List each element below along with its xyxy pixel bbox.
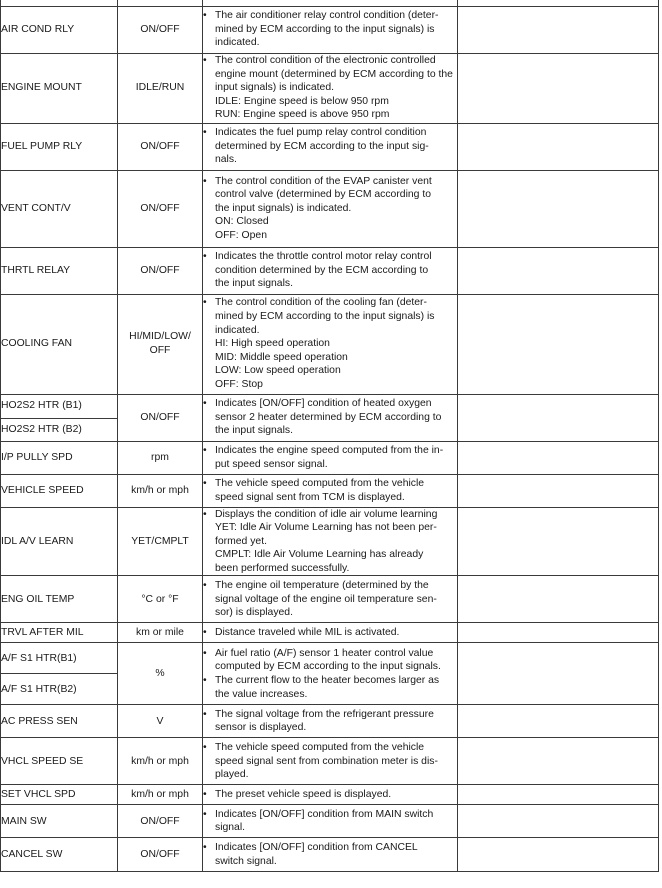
item-description (203, 623, 458, 643)
blank-cell (458, 507, 659, 576)
description-line: the input signals. (215, 425, 293, 437)
item-condition: % (118, 643, 203, 705)
description-line: indicated. (215, 324, 260, 336)
description-detail-line: MID: Middle speed operation (215, 351, 348, 363)
item-name: CANCEL SW (1, 838, 118, 872)
blank-cell (458, 294, 659, 394)
table-row (1, 247, 659, 294)
blank-cell (458, 738, 659, 785)
description-bullet (203, 808, 457, 835)
table-row (1, 53, 659, 123)
description-line: • Air fuel ratio (A/F) sensor 1 heater control value (215, 647, 434, 659)
item-condition: IDLE/RUN (118, 53, 203, 123)
condition-line: HI/MID/LOW/ (129, 331, 191, 343)
description-line: the input signals) is indicated. (215, 202, 352, 214)
item-condition: ON/OFF (118, 394, 203, 441)
table-row (1, 705, 659, 738)
table-row (1, 785, 659, 805)
description-line: sensor 2 heater determined by ECM according to (215, 411, 442, 423)
description-line: computed by ECM according to the input signals. (215, 661, 441, 673)
description-line: • The control condition of the cooling fan (deter- (215, 297, 427, 309)
item-condition: km or mile (118, 623, 203, 643)
description-line: • Displays the condition of idle air volume learning (215, 508, 438, 520)
item-description (203, 838, 458, 872)
item-condition (118, 294, 203, 394)
description-detail-line: ON: Closed (215, 216, 269, 228)
description-line: nals. (215, 154, 237, 166)
description-bullet (203, 175, 457, 216)
item-name: IDL A/V LEARN (1, 507, 118, 576)
item-condition: rpm (118, 441, 203, 474)
item-name: VENT CONT/V (1, 170, 118, 247)
item-name: THRTL RELAY (1, 247, 118, 294)
table-row (1, 507, 659, 576)
blank-cell (458, 170, 659, 247)
description-line: • The control condition of the EVAP canister vent (215, 175, 432, 187)
item-condition: km/h or mph (118, 474, 203, 507)
description-line: • The air conditioner relay control condition (deter- (215, 10, 439, 22)
blank-cell (458, 474, 659, 507)
description-line: • Indicates [ON/OFF] condition from MAIN switch (215, 808, 434, 820)
item-condition: ON/OFF (118, 247, 203, 294)
description-line: sensor is displayed. (215, 722, 307, 734)
description-line: • The signal voltage from the refrigerant pressure (215, 708, 434, 720)
condition-line: OFF (149, 345, 171, 356)
description-bullet (203, 647, 457, 674)
item-description (203, 805, 458, 838)
description-bullet (203, 9, 457, 50)
blank-cell (458, 53, 659, 123)
item-name: AC PRESS SEN (1, 705, 118, 738)
table-body (1, 0, 659, 872)
item-name: VEHICLE SPEED (1, 474, 118, 507)
blank-cell (458, 805, 659, 838)
description-detail-line: CMPLT: Idle Air Volume Learning has already (215, 549, 424, 561)
description-detail-line: LOW: Low speed operation (215, 365, 341, 377)
description-line: • The vehicle speed computed from the vehicle (215, 742, 425, 754)
item-description (203, 394, 458, 441)
item-condition: ON/OFF (118, 838, 203, 872)
item-name: HO2S2 HTR (B2) (1, 418, 118, 441)
item-name: A/F S1 HTR(B2) (1, 674, 118, 705)
item-name: TRVL AFTER MIL (1, 623, 118, 643)
description-line: mined by ECM according to the input signals) is (215, 23, 435, 35)
table-row (1, 643, 659, 674)
blank-cell (458, 394, 659, 441)
description-line: determined by ECM according to the input sig- (215, 140, 429, 152)
item-name: I/P PULLY SPD (1, 441, 118, 474)
description-line: speed signal sent from TCM is displayed. (215, 491, 405, 503)
blank-cell (458, 785, 659, 805)
item-name: ENGINE MOUNT (1, 53, 118, 123)
item-description (203, 123, 458, 170)
item-description (203, 6, 458, 53)
description-line: • The engine oil temperature (determined by the (215, 580, 429, 592)
table-row (1, 474, 659, 507)
blank-cell (458, 623, 659, 643)
table-row (1, 294, 659, 394)
blank-cell (458, 705, 659, 738)
item-name: VHCL SPEED SE (1, 738, 118, 785)
item-name: A/F S1 HTR(B1) (1, 643, 118, 674)
description-line: engine mount (determined by ECM according to the (215, 68, 453, 80)
description-bullet (203, 579, 457, 620)
item-name: MAIN SW (1, 805, 118, 838)
item-description (203, 576, 458, 623)
description-bullet (203, 708, 457, 735)
description-line: control valve (determined by ECM according to (215, 189, 431, 201)
description-bullet (203, 508, 457, 522)
table-row (1, 623, 659, 643)
item-description (203, 705, 458, 738)
table-row (1, 441, 659, 474)
blank-cell (458, 576, 659, 623)
item-description (203, 507, 458, 576)
description-line: the input signals. (215, 278, 293, 290)
description-bullet (203, 444, 457, 471)
blank-cell (458, 6, 659, 53)
item-description (203, 643, 458, 705)
item-name: COOLING FAN (1, 294, 118, 394)
description-line: the value increases. (215, 688, 308, 700)
description-detail-line: HI: High speed operation (215, 338, 330, 350)
description-bullet (203, 626, 457, 640)
description-detail-line: IDLE: Engine speed is below 950 rpm (215, 95, 389, 107)
item-condition: ON/OFF (118, 6, 203, 53)
description-bullet (203, 397, 457, 438)
item-condition: YET/CMPLT (118, 507, 203, 576)
description-line: • The vehicle speed computed from the vehicle (215, 477, 425, 489)
item-name: HO2S2 HTR (B1) (1, 394, 118, 418)
description-detail-line: OFF: Stop (215, 378, 263, 390)
table-row (1, 394, 659, 418)
item-description (203, 738, 458, 785)
item-description (203, 247, 458, 294)
description-line: signal voltage of the engine oil temperature sen- (215, 593, 437, 605)
table-row (1, 170, 659, 247)
description-line: put speed sensor signal. (215, 458, 328, 470)
blank-cell (458, 838, 659, 872)
description-line: played. (215, 769, 249, 781)
description-line: mined by ECM according to the input signals) is (215, 311, 435, 323)
item-condition: ON/OFF (118, 123, 203, 170)
table-row (1, 738, 659, 785)
description-detail-line: formed yet. (215, 535, 267, 547)
item-description (203, 53, 458, 123)
table-row (1, 123, 659, 170)
description-line: • The preset vehicle speed is displayed. (215, 789, 392, 801)
table-row (1, 838, 659, 872)
description-detail-line: OFF: Open (215, 229, 267, 241)
description-line: • Indicates [ON/OFF] condition from CANCEL (215, 842, 418, 854)
item-name: AIR COND RLY (1, 6, 118, 53)
description-line: input signals) is indicated. (215, 82, 334, 94)
item-condition: °C or °F (118, 576, 203, 623)
description-line: • Indicates the engine speed computed from the in- (215, 444, 444, 456)
description-line: • Distance traveled while MIL is activated. (215, 627, 400, 639)
item-name: FUEL PUMP RLY (1, 123, 118, 170)
item-condition: km/h or mph (118, 738, 203, 785)
description-bullet (203, 477, 457, 504)
description-bullet (203, 250, 457, 291)
item-name: ENG OIL TEMP (1, 576, 118, 623)
description-line: • The control condition of the electronic controlled (215, 55, 436, 67)
item-condition: ON/OFF (118, 805, 203, 838)
description-line: signal. (215, 822, 246, 834)
description-bullet (203, 741, 457, 782)
item-description (203, 170, 458, 247)
description-detail-line: YET: Idle Air Volume Learning has not been per- (215, 522, 437, 534)
description-line: indicated. (215, 37, 260, 49)
description-bullet (203, 296, 457, 337)
description-bullet (203, 674, 457, 701)
description-detail-line: RUN: Engine speed is above 950 rpm (215, 109, 390, 121)
item-description (203, 785, 458, 805)
item-name: SET VHCL SPD (1, 785, 118, 805)
description-bullet (203, 54, 457, 95)
table-row (1, 805, 659, 838)
table-row (1, 6, 659, 53)
item-condition: V (118, 705, 203, 738)
item-description (203, 441, 458, 474)
description-line: • Indicates [ON/OFF] condition of heated oxygen (215, 398, 432, 410)
item-description (203, 474, 458, 507)
item-condition: km/h or mph (118, 785, 203, 805)
table-row (1, 576, 659, 623)
description-bullet (203, 126, 457, 167)
blank-cell (458, 441, 659, 474)
blank-cell (458, 123, 659, 170)
description-line: switch signal. (215, 855, 277, 867)
description-bullet (203, 841, 457, 868)
description-line: sor) is displayed. (215, 607, 293, 619)
description-line: • The current flow to the heater becomes larger as (215, 674, 440, 686)
description-bullet (203, 788, 457, 802)
description-detail-line: been performed successfully. (215, 562, 350, 574)
description-line: • Indicates the fuel pump relay control condition (215, 127, 427, 139)
description-line: condition determined by the ECM according to (215, 264, 429, 276)
item-condition: ON/OFF (118, 170, 203, 247)
description-line: • Indicates the throttle control motor relay control (215, 251, 432, 263)
blank-cell (458, 247, 659, 294)
item-description (203, 294, 458, 394)
description-line: speed signal sent from combination meter is dis- (215, 755, 438, 767)
blank-cell (458, 643, 659, 705)
